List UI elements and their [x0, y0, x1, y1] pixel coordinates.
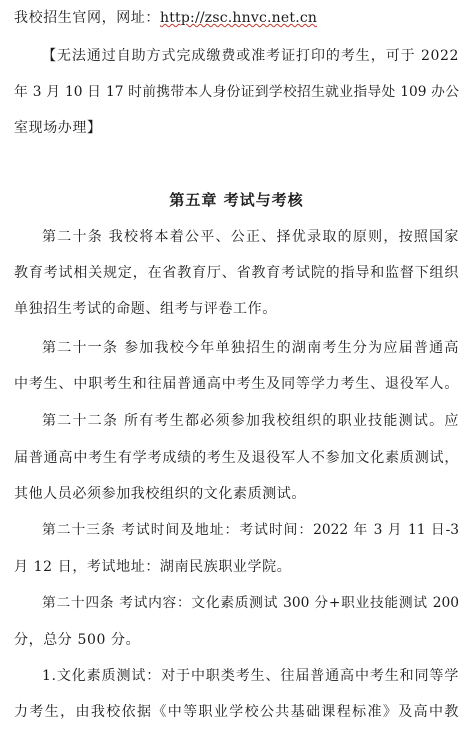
item-1-line-2: 力考生，由我校依据《中等职业学校公共基础课程标准》及高中教 — [14, 704, 459, 720]
article-24-line-1: 第二十四条 考试内容：文化素质测试 300 分+职业技能测试 200 — [42, 595, 459, 611]
article-22-line-2: 届普通高中考生有学考成绩的考生及退役军人不参加文化素质测试， — [14, 450, 459, 466]
chapter-title: 第五章 考试与考核 — [169, 191, 304, 209]
article-20-line-3: 单独招生考试的命题、组考与评卷工作。 — [14, 301, 277, 317]
article-22-line-1: 第二十二条 所有考生都必须参加我校组织的职业技能测试。应 — [42, 413, 459, 429]
article-20-line-1: 第二十条 我校将本着公平、公正、择优录取的原则，按照国家 — [42, 229, 459, 245]
article-23-line-2: 月 12 日，考试地址：湖南民族职业学院。 — [14, 559, 292, 575]
website-line — [14, 8, 459, 28]
article-22-line-3: 其他人员必须参加我校组织的文化素质测试。 — [14, 486, 306, 502]
notice-line-2: 年 3 月 10 日 17 时前携带本人身份证到学校招生就业指导处 109 办公 — [14, 84, 459, 100]
article-23-line-1: 第二十三条 考试时间及地址：考试时间：2022 年 3 月 11 日-3 — [42, 522, 459, 538]
article-21-line-1: 第二十一条 参加我校今年单独招生的湖南考生分为应届普通高 — [42, 340, 459, 356]
notice-line-1: 【无法通过自助方式完成缴费或准考证打印的考生，可于 2022 — [42, 48, 459, 64]
website-prefix: 我校招生官网，网址： — [14, 10, 160, 26]
article-20-line-2: 教育考试相关规定，在省教育厅、省教育考试院的指导和监督下组织 — [14, 265, 459, 281]
article-21-line-2: 中考生、中职考生和往届普通高中考生及同等学力考生、退役军人。 — [14, 376, 459, 392]
website-url-link[interactable]: http://zsc.hnvc.net.cn — [160, 10, 318, 26]
notice-line-3: 室现场办理】 — [14, 120, 102, 136]
article-24-line-2: 分，总分 500 分。 — [14, 632, 141, 648]
item-1-line-1: 1.文化素质测试：对于中职类考生、往届普通高中考生和同等学 — [42, 668, 459, 684]
